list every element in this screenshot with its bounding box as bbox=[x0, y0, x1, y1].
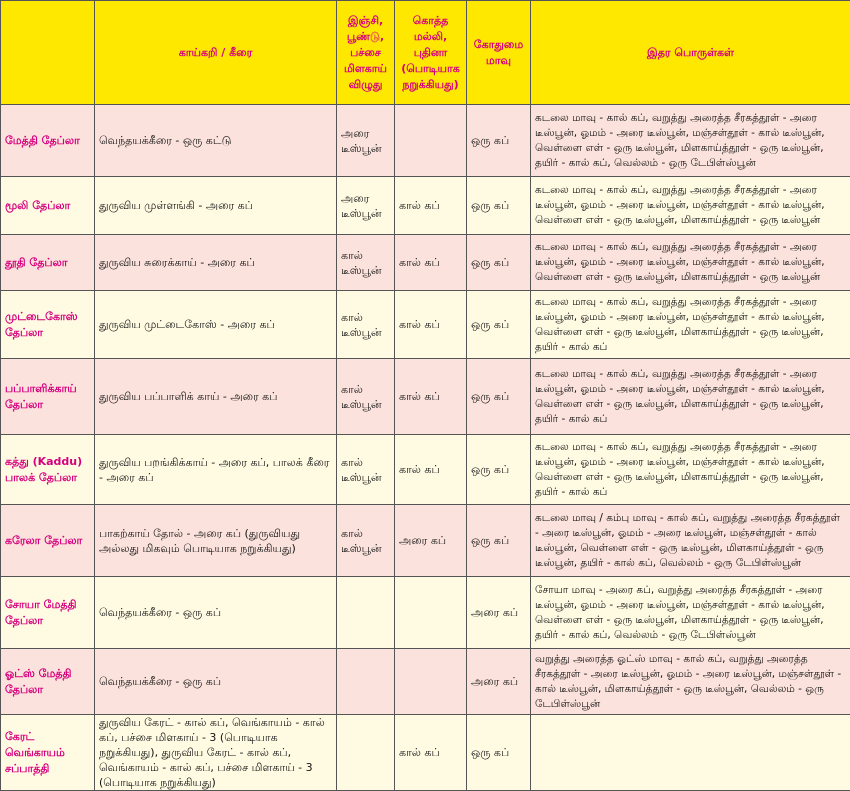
header-coriander-mint: கொத்த மல்லி, புதினா (பொடியாக நறுக்கியது) bbox=[395, 1, 467, 105]
table-row bbox=[1, 715, 850, 791]
vegetable-cell: வெந்தயக்கீரை - ஒரு கப் bbox=[95, 577, 337, 649]
coriander-cell: கால் கப் bbox=[395, 435, 467, 505]
coriander-cell: கால் கப் bbox=[395, 715, 467, 791]
wheat-cell: ஒரு கப் bbox=[467, 359, 531, 435]
table-row bbox=[1, 505, 850, 577]
coriander-cell bbox=[395, 577, 467, 649]
coriander-cell bbox=[395, 105, 467, 177]
wheat-cell: ஒரு கப் bbox=[467, 435, 531, 505]
ginger-cell: கால் டீஸ்பூன் bbox=[337, 505, 395, 577]
wheat-cell: ஒரு கப் bbox=[467, 291, 531, 359]
ginger-cell bbox=[337, 649, 395, 715]
wheat-cell: அரை கப் bbox=[467, 649, 531, 715]
table-row bbox=[1, 577, 850, 649]
wheat-cell: ஒரு கப் bbox=[467, 715, 531, 791]
other-ingredients-cell: கடலை மாவு - கால் கப், வறுத்து அரைத்த சீரகத்தூள் - அரை டீஸ்பூன், ஓமம் - அரை டீஸ்பூன், மஞ்சள்தூள் - கால் டீஸ்பூன், வெள்ளை எள் - ஒரு டீஸ்பூன், மிளகாய்த்தூள் - ஒரு டீஸ்பூன் bbox=[531, 177, 850, 235]
vegetable-cell: துருவிய பறங்கிக்காய் - அரை கப், பாலக் கீரை - அரை கப் bbox=[95, 435, 337, 505]
ginger-cell: அரை டீஸ்பூன் bbox=[337, 177, 395, 235]
recipe-name: சோயா மேத்தி தேப்லா bbox=[1, 577, 95, 649]
other-ingredients-cell: கடலை மாவு - கால் கப், வறுத்து அரைத்த சீரகத்தூள் - அரை டீஸ்பூன், ஓமம் - அரை டீஸ்பூன், மஞ்சள்தூள் - கால் டீஸ்பூன், வெள்ளை எள் - ஒரு டீஸ்பூன், மிளகாய்த்தூள் - ஒரு டீஸ்பூன், தயிர் - கால் கப், வெல்லம் - ஒரு டேபிள்ஸ்பூன் bbox=[531, 105, 850, 177]
other-ingredients-cell: கடலை மாவு / கம்பு மாவு - கால் கப், வறுத்து அரைத்த சீரகத்தூள் - அரை டீஸ்பூன், ஓமம் - அரை டீஸ்பூன், மஞ்சள்தூள் - கால் டீஸ்பூன், வெள்ளை எள் - ஒரு டீஸ்பூன், மிளகாய்த்தூள் - ஒரு டீஸ்பூன், தயிர் - கால் கப், வெல்லம் - ஒரு டேபிள்ஸ்பூன் bbox=[531, 505, 850, 577]
recipe-name: முட்டைகோஸ் தேப்லா bbox=[1, 291, 95, 359]
coriander-cell: கால் கப் bbox=[395, 359, 467, 435]
coriander-cell: அரை கப் bbox=[395, 505, 467, 577]
wheat-cell: அரை கப் bbox=[467, 577, 531, 649]
table-row bbox=[1, 177, 850, 235]
ginger-cell bbox=[337, 577, 395, 649]
table-row bbox=[1, 291, 850, 359]
table-row bbox=[1, 359, 850, 435]
header-row bbox=[1, 1, 850, 105]
coriander-cell: கால் கப் bbox=[395, 177, 467, 235]
coriander-cell: கால் கப் bbox=[395, 235, 467, 291]
recipe-name: கரேலா தேப்லா bbox=[1, 505, 95, 577]
coriander-cell: கால் கப் bbox=[395, 291, 467, 359]
ginger-cell: கால் டீஸ்பூன் bbox=[337, 291, 395, 359]
wheat-cell: ஒரு கப் bbox=[467, 505, 531, 577]
table-row bbox=[1, 105, 850, 177]
table-row bbox=[1, 649, 850, 715]
recipe-name: கேரட் வெங்காயம் சப்பாத்தி bbox=[1, 715, 95, 791]
vegetable-cell: துருவிய சுரைக்காய் - அரை கப் bbox=[95, 235, 337, 291]
header-ginger-garlic-chilli: இஞ்சி, பூண்டு, பச்சை மிளகாய் விழுது bbox=[337, 1, 395, 105]
recipe-name: மூலி தேப்லா bbox=[1, 177, 95, 235]
wheat-cell: ஒரு கப் bbox=[467, 235, 531, 291]
other-ingredients-cell: வறுத்து அரைத்த ஓட்ஸ் மாவு - கால் கப், வறுத்து அரைத்த சீரகத்தூள் - அரை டீஸ்பூன், ஓமம் - அரை டீஸ்பூன், மஞ்சள்தூள் - கால் டீஸ்பூன், மிளகாய்த்தூள் - ஒரு டீஸ்பூன், வெல்லம் - ஒரு டேபிள்ஸ்பூன் bbox=[531, 649, 850, 715]
recipe-name: தூதி தேப்லா bbox=[1, 235, 95, 291]
wheat-cell: ஒரு கப் bbox=[467, 105, 531, 177]
vegetable-cell: வெந்தயக்கீரை - ஒரு கப் bbox=[95, 649, 337, 715]
other-ingredients-cell: கடலை மாவு - கால் கப், வறுத்து அரைத்த சீரகத்தூள் - அரை டீஸ்பூன், ஓமம் - அரை டீஸ்பூன், மஞ்சள்தூள் - கால் டீஸ்பூன், வெள்ளை எள் - ஒரு டீஸ்பூன், மிளகாய்த்தூள் - ஒரு டீஸ்பூன், தயிர் - கால் கப் bbox=[531, 435, 850, 505]
recipe-name: கத்து (Kaddu) பாலக் தேப்லா bbox=[1, 435, 95, 505]
other-ingredients-cell: கடலை மாவு - கால் கப், வறுத்து அரைத்த சீரகத்தூள் - அரை டீஸ்பூன், ஓமம் - அரை டீஸ்பூன், மஞ்சள்தூள் - கால் டீஸ்பூன், வெள்ளை எள் - ஒரு டீஸ்பூன், மிளகாய்த்தூள் - ஒரு டீஸ்பூன், தயிர் - கால் கப் bbox=[531, 359, 850, 435]
vegetable-cell: துருவிய முட்டைகோஸ் - அரை கப் bbox=[95, 291, 337, 359]
other-ingredients-cell bbox=[531, 715, 850, 791]
vegetable-cell: பாகற்காய் தோல் - அரை கப் (துருவியது அல்லது மிகவும் பொடியாக நறுக்கியது) bbox=[95, 505, 337, 577]
ginger-cell: கால் டீஸ்பூன் bbox=[337, 435, 395, 505]
coriander-cell bbox=[395, 649, 467, 715]
table-row bbox=[1, 235, 850, 291]
wheat-cell: ஒரு கப் bbox=[467, 177, 531, 235]
vegetable-cell: துருவிய பப்பாளிக் காய் - அரை கப் bbox=[95, 359, 337, 435]
recipe-name: மேத்தி தேப்லா bbox=[1, 105, 95, 177]
recipe-name: பப்பாளிக்காய் தேப்லா bbox=[1, 359, 95, 435]
header-wheat-flour: கோதுமை மாவு bbox=[467, 1, 531, 105]
ginger-cell: கால் டீஸ்பூன் bbox=[337, 359, 395, 435]
vegetable-cell: வெந்தயக்கீரை - ஒரு கட்டு bbox=[95, 105, 337, 177]
table-row bbox=[1, 435, 850, 505]
ginger-cell: அரை டீஸ்பூன் bbox=[337, 105, 395, 177]
header-other-ingredients: இதர பொருள்கள் bbox=[531, 1, 850, 105]
other-ingredients-cell: சோயா மாவு - அரை கப், வறுத்து அரைத்த சீரகத்தூள் - அரை டீஸ்பூன், ஓமம் - அரை டீஸ்பூன், மஞ்சள்தூள் - கால் டீஸ்பூன், வெள்ளை எள் - ஒரு டீஸ்பூன், மிளகாய்த்தூள் - ஒரு டீஸ்பூன், தயிர் - கால் கப், வெல்லம் - ஒரு டேபிள்ஸ்பூன் bbox=[531, 577, 850, 649]
ginger-cell: கால் டீஸ்பூன் bbox=[337, 235, 395, 291]
other-ingredients-cell: கடலை மாவு - கால் கப், வறுத்து அரைத்த சீரகத்தூள் - அரை டீஸ்பூன், ஓமம் - அரை டீஸ்பூன், மஞ்சள்தூள் - கால் டீஸ்பூன், வெள்ளை எள் - ஒரு டீஸ்பூன், மிளகாய்த்தூள் - ஒரு டீஸ்பூன், தயிர் - கால் கப் bbox=[531, 291, 850, 359]
vegetable-cell: துருவிய முள்ளங்கி - அரை கப் bbox=[95, 177, 337, 235]
other-ingredients-cell: கடலை மாவு - கால் கப், வறுத்து அரைத்த சீரகத்தூள் - அரை டீஸ்பூன், ஓமம் - அரை டீஸ்பூன், மஞ்சள்தூள் - கால் டீஸ்பூன், வெள்ளை எள் - ஒரு டீஸ்பூன், மிளகாய்த்தூள் - ஒரு டீஸ்பூன் bbox=[531, 235, 850, 291]
recipe-name: ஓட்ஸ் மேத்தி தேப்லா bbox=[1, 649, 95, 715]
vegetable-cell: துருவிய கேரட் - கால் கப், வெங்காயம் - கால் கப், பச்சை மிளகாய் - 3 (பொடியாக நறுக்கியது), துருவிய கேரட் - கால் கப், வெங்காயம் - கால் கப், பச்சை மிளகாய் - 3 (பொடியாக நறுக்கியது) bbox=[95, 715, 337, 791]
header-vegetable: காய்கறி / கீரை bbox=[95, 1, 337, 105]
header-name bbox=[1, 1, 95, 105]
ginger-cell bbox=[337, 715, 395, 791]
